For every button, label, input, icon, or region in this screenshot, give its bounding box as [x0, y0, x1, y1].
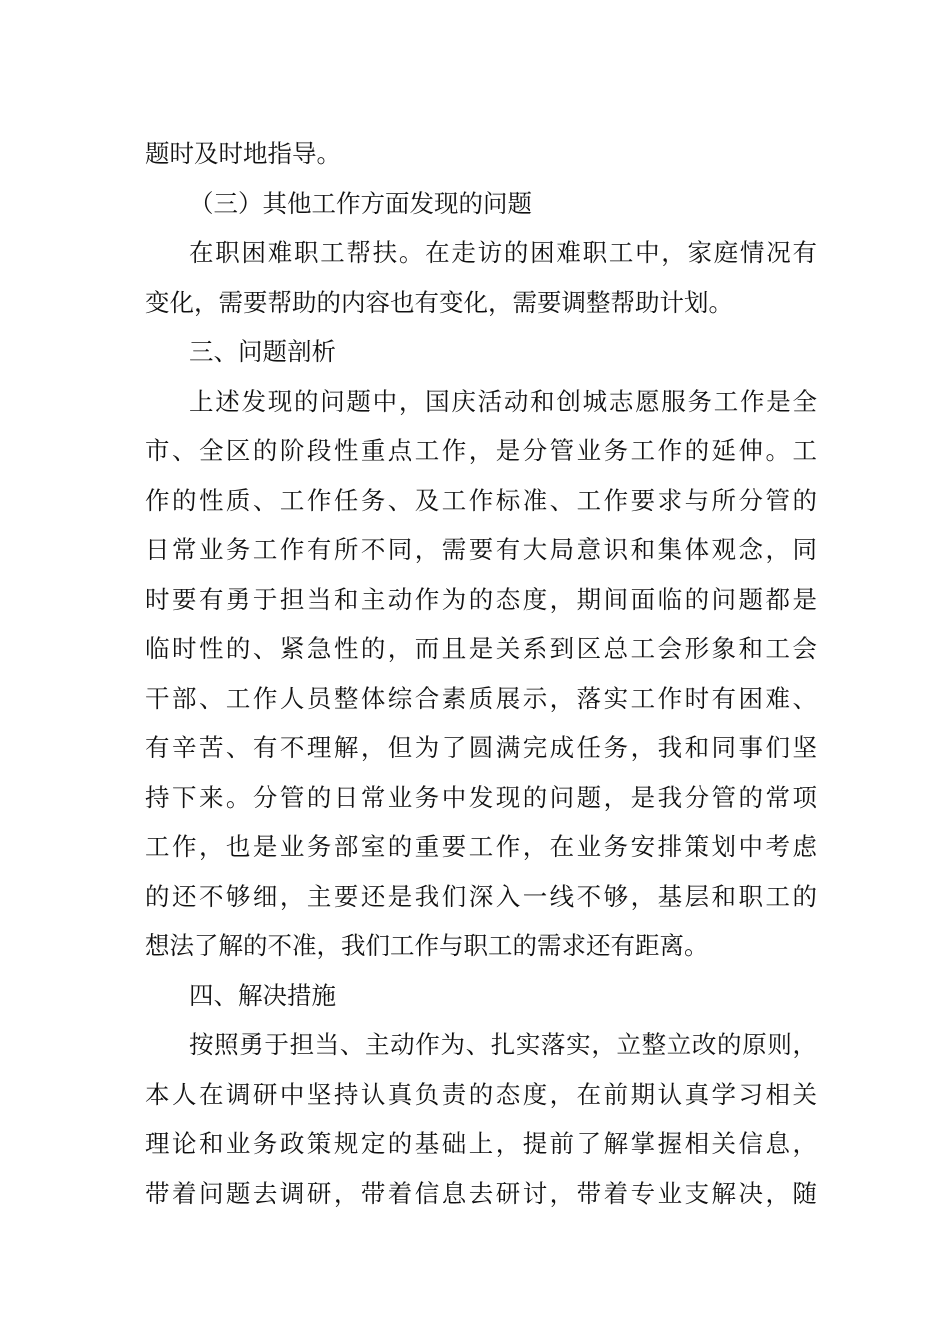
paragraph-line: 带着问题去调研，带着信息去研讨，带着专业支解决，随	[145, 1178, 817, 1208]
paragraph-line: 工作，也是业务部室的重要工作，在业务安排策划中考虑	[145, 832, 817, 861]
paragraph-line: 持下来。分管的日常业务中发现的问题，是我分管的常项	[145, 782, 817, 812]
paragraph-line: 按照勇于担当、主动作为、扎实落实，立整立改的原则，	[189, 1030, 817, 1059]
document-body	[145, 129, 817, 1218]
section-heading: 四、解决措施	[189, 980, 336, 1010]
paragraph-line: 市、全区的阶段性重点工作，是分管业务工作的延伸。工	[145, 436, 817, 465]
paragraph-line: 题时及时地指导。	[145, 139, 341, 168]
paragraph-line: 干部、工作人员整体综合素质展示，落实工作时有困难、	[145, 683, 817, 713]
paragraph-line: 理论和业务政策规定的基础上，提前了解掌握相关信息，	[145, 1129, 817, 1158]
section-heading: （三）其他工作方面发现的问题	[189, 188, 532, 218]
paragraph-line: 的还不够细，主要还是我们深入一线不够，基层和职工的	[145, 881, 817, 911]
paragraph-line: 临时性的、紧急性的，而且是关系到区总工会形象和工会	[145, 634, 817, 663]
paragraph-line: 日常业务工作有所不同，需要有大局意识和集体观念，同	[145, 535, 817, 564]
paragraph-line: 有辛苦、有不理解，但为了圆满完成任务，我和同事们坚	[145, 733, 817, 762]
paragraph-line: 作的性质、工作任务、及工作标准、工作要求与所分管的	[145, 485, 817, 515]
paragraph-line: 在职困难职工帮扶。在走访的困难职工中，家庭情况有	[189, 238, 817, 267]
paragraph-line: 时要有勇于担当和主动作为的态度，期间面临的问题都是	[145, 584, 817, 614]
paragraph-line: 变化，需要帮助的内容也有变化，需要调整帮助计划。	[145, 287, 733, 317]
section-heading: 三、问题剖析	[189, 337, 336, 366]
paragraph-line: 上述发现的问题中，国庆活动和创城志愿服务工作是全	[189, 386, 817, 416]
paragraph-line: 想法了解的不准，我们工作与职工的需求还有距离。	[145, 931, 709, 960]
paragraph-line: 本人在调研中坚持认真负责的态度，在前期认真学习相关	[145, 1079, 817, 1109]
